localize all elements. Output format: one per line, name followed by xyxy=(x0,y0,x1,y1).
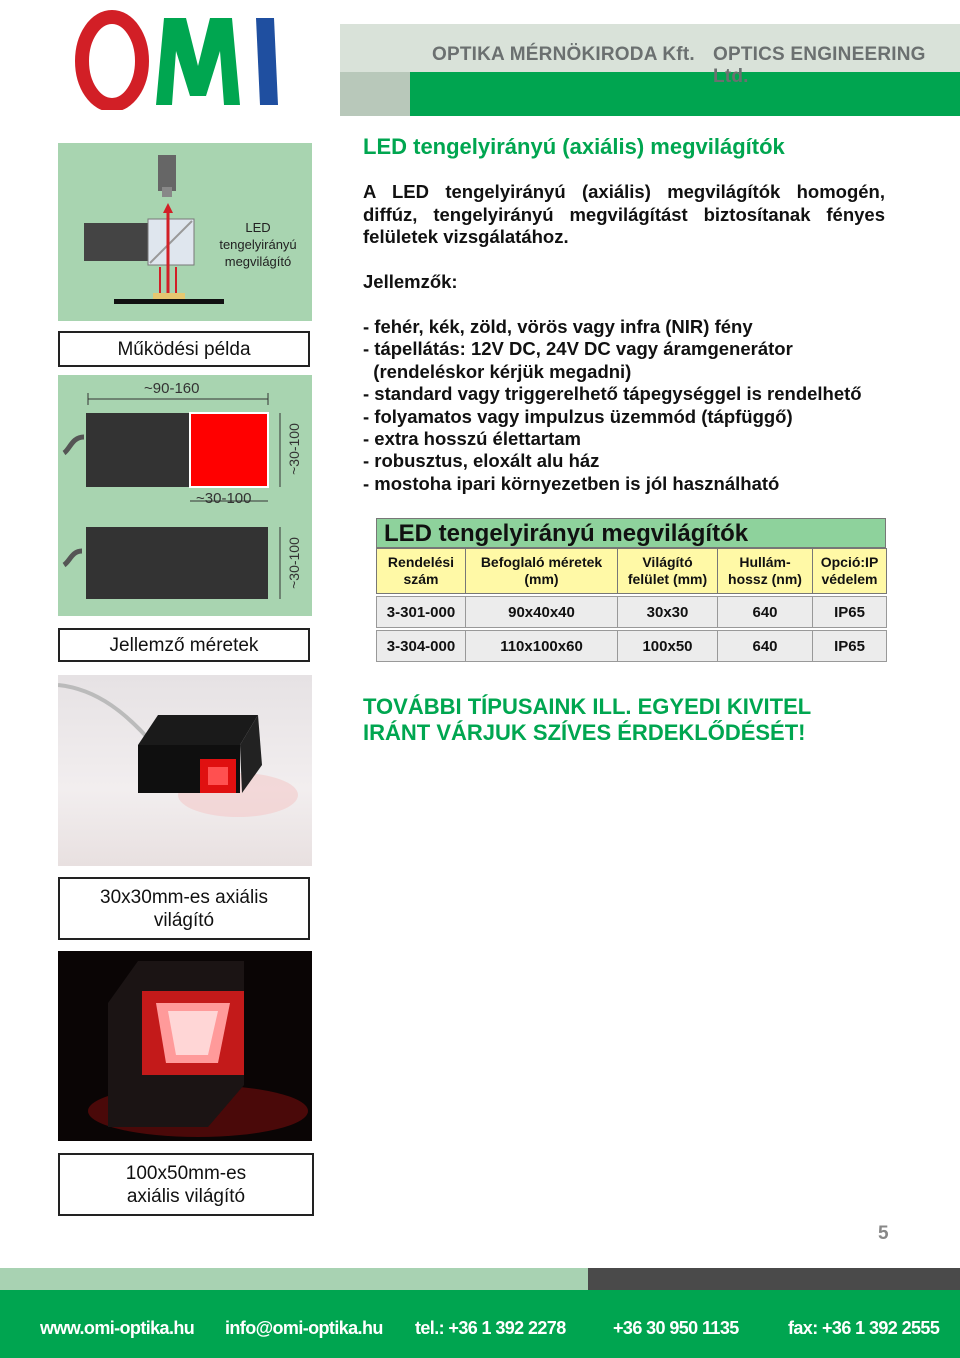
footer-phone: tel.: +36 1 392 2278 xyxy=(415,1318,566,1338)
footer-fax: fax: +36 1 392 2555 xyxy=(788,1318,940,1338)
footer-band-dark xyxy=(588,1268,960,1290)
photo-30x30-illuminator xyxy=(58,675,312,866)
dimensions-diagram xyxy=(58,375,312,616)
product-table xyxy=(376,518,886,662)
table-row xyxy=(377,631,887,662)
footer-band-light xyxy=(0,1268,588,1290)
cell-dimensions: 90x40x40 xyxy=(466,597,618,628)
call-to-action xyxy=(363,694,811,746)
cell-order-number: 3-304-000 xyxy=(377,631,466,662)
feature-item: - extra hosszú élettartam xyxy=(363,428,581,450)
caption-working-example: Működési példa xyxy=(58,331,310,367)
feature-item: - fehér, kék, zöld, vörös vagy infra (NIR) fény xyxy=(363,316,753,337)
dim-height-label-2: ~30-100 xyxy=(286,537,302,589)
features-title: Jellemzők: xyxy=(363,271,458,292)
caption-typical-dimensions: Jellemző méretek xyxy=(58,628,310,662)
page-title: LED tengelyirányú (axiális) megvilágítók xyxy=(363,134,785,159)
cta-line-2: IRÁNT VÁRJUK SZÍVES ÉRDEKLŐDÉSÉT! xyxy=(363,720,806,745)
col-header-order-number: Rendelési szám xyxy=(377,549,466,594)
col-header-wavelength: Hullám- hossz (nm) xyxy=(718,549,813,594)
omi-logo xyxy=(60,6,300,110)
footer-email-link[interactable]: info@omi-optika.hu xyxy=(225,1318,383,1338)
company-name-en: OPTICS ENGINEERING Ltd. xyxy=(713,44,926,87)
cta-line-1: TOVÁBBI TÍPUSAINK ILL. EGYEDI KIVITEL xyxy=(363,694,812,719)
feature-item: - mostoha ipari környezetben is jól használható xyxy=(363,472,780,494)
dim-height-label-1: ~30-100 xyxy=(286,423,302,475)
page-number: 5 xyxy=(878,1223,889,1244)
feature-item: (rendeléskor kérjük megadni) xyxy=(363,360,632,382)
photo-100x50-illuminator xyxy=(58,951,312,1141)
table-title: LED tengelyirányú megvilágítók xyxy=(376,518,886,548)
header-band-accent xyxy=(340,72,410,116)
company-name-hu: OPTIKA MÉRNÖKIRODA Kft. xyxy=(432,44,695,65)
cell-wavelength: 640 xyxy=(718,597,813,628)
footer-mobile: +36 30 950 1135 xyxy=(613,1318,739,1338)
cell-wavelength: 640 xyxy=(718,631,813,662)
feature-item: - standard vagy triggerelhető tápegységgel is rendelhető xyxy=(363,383,862,405)
working-principle-diagram xyxy=(58,143,312,321)
cell-dimensions: 110x100x60 xyxy=(466,631,618,662)
cell-order-number: 3-301-000 xyxy=(377,597,466,628)
features-list xyxy=(363,316,923,495)
feature-item: - robusztus, eloxált alu ház xyxy=(363,450,600,472)
caption-100x50: 100x50mm-es axiális világító xyxy=(58,1153,314,1216)
dim-width-label: ~90-160 xyxy=(144,380,200,397)
col-header-lighting-area: Világító felület (mm) xyxy=(618,549,718,594)
table-row xyxy=(377,597,887,628)
dim-face-label: ~30-100 xyxy=(196,490,252,507)
table-header-row xyxy=(377,549,887,594)
feature-item: - tápellátás: 12V DC, 24V DC vagy áramgenerátor xyxy=(363,338,793,360)
col-header-dimensions: Befoglaló méretek (mm) xyxy=(466,549,618,594)
feature-item: - folyamatos vagy impulzus üzemmód (tápfüggő) xyxy=(363,405,793,427)
caption-30x30: 30x30mm-es axiális világító xyxy=(58,877,310,940)
intro-paragraph: A LED tengelyirányú (axiális) megvilágítók homogén, diffúz, tengelyirányú megvilágítást biztosítanak fényes felületek vizsgálatához. xyxy=(363,181,885,247)
col-header-ip-option: Opció:IP védelem xyxy=(813,549,887,594)
cell-ip-option: IP65 xyxy=(813,597,887,628)
cell-lighting-area: 30x30 xyxy=(618,597,718,628)
cell-ip-option: IP65 xyxy=(813,631,887,662)
footer-website-link[interactable]: www.omi-optika.hu xyxy=(40,1318,195,1338)
diagram-label: LED tengelyirányú megvilágító xyxy=(219,220,297,269)
cell-lighting-area: 100x50 xyxy=(618,631,718,662)
